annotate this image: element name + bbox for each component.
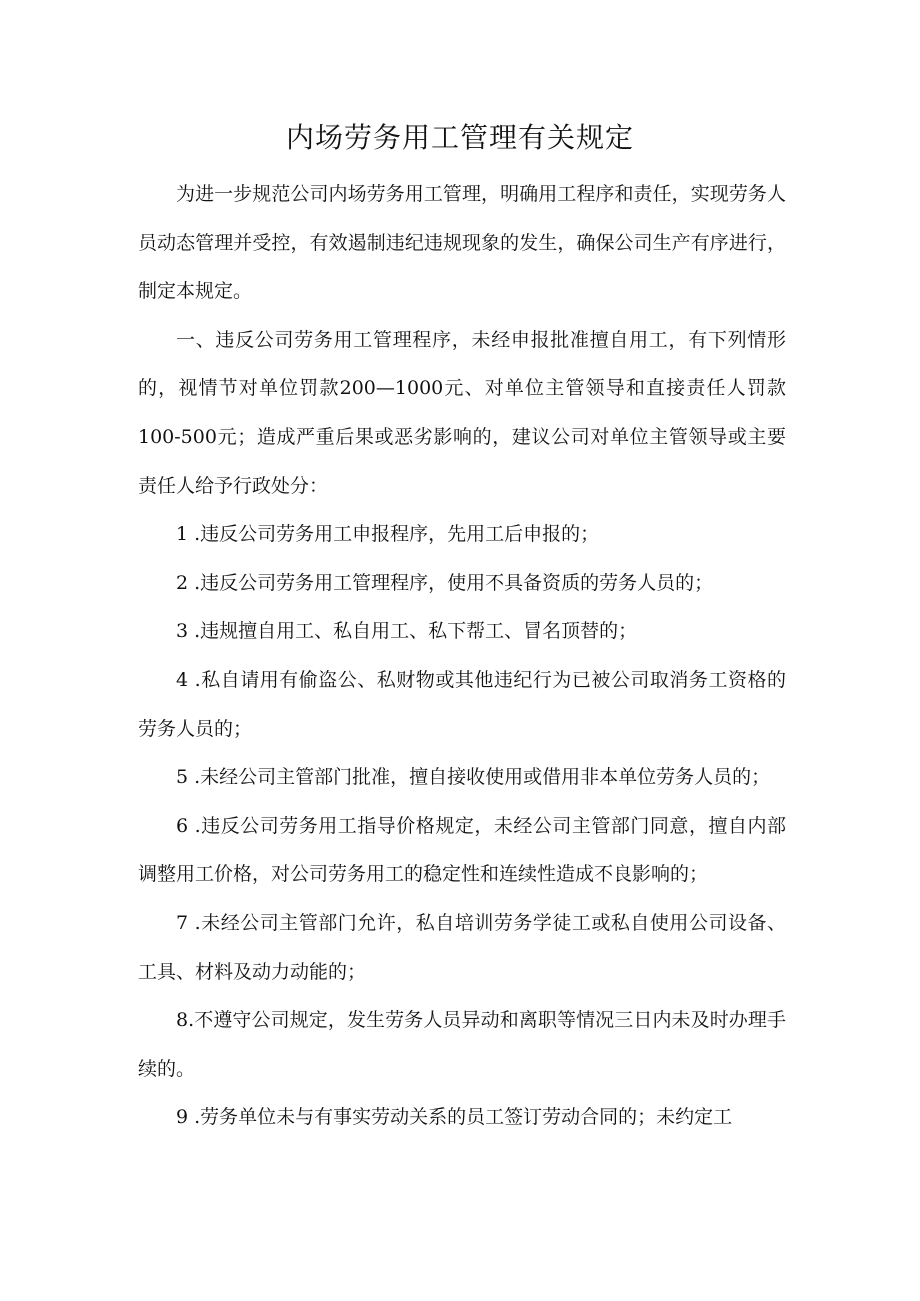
list-item-text: .未经公司主管部门批准，擅自接收使用或借用非本单位劳务人员的； xyxy=(188,766,771,789)
list-item-text: .私自请用有偷盗公、私财物或其他违纪行为已被公司取消务工资格的劳务人员的； xyxy=(138,668,786,740)
list-item-text: .违反公司劳务用工申报程序，先用工后申报的； xyxy=(188,523,600,546)
list-item-number: 1 xyxy=(176,523,189,546)
list-item xyxy=(138,510,786,559)
list-item xyxy=(138,899,786,996)
list-item-text: .不遵守公司规定，发生劳务人员异动和离职等情况三日内未及时办理手续的。 xyxy=(138,1009,786,1080)
list-item-number: 4 xyxy=(176,668,189,691)
list-item-text: .违反公司劳务用工管理程序，使用不具备资质的劳务人员的； xyxy=(188,571,714,594)
list-item-number: 9 xyxy=(176,1106,189,1129)
list-item-number: 7 xyxy=(176,911,189,934)
list-item xyxy=(138,559,786,608)
document-body xyxy=(138,170,786,1142)
list-item xyxy=(138,996,786,1093)
list-item xyxy=(138,656,786,753)
list-item-number: 6 xyxy=(176,814,189,837)
list-item xyxy=(138,607,786,656)
list-item-text: .劳务单位未与有事实劳动关系的员工签订劳动合同的；未约定工 xyxy=(188,1106,733,1129)
list-item-text: .违规擅自用工、私自用工、私下帮工、冒名顶替的； xyxy=(188,620,638,643)
list-item-number: 3 xyxy=(176,620,189,643)
list-item xyxy=(138,753,786,802)
list-item-number: 2 xyxy=(176,571,189,594)
list-item-text: .违反公司劳务用工指导价格规定，未经公司主管部门同意，擅自内部调整用工价格，对公司劳务用工的稳定性和连续性造成不良影响的； xyxy=(138,814,786,886)
section-1-paragraph: 一、违反公司劳务用工管理程序，未经申报批准擅自用工，有下列情形的，视情节对单位罚款200—1000元、对单位主管领导和直接责任人罚款100-500元；造成严重后果或恶劣影响的，建议公司对单位主管领导或主要责任人给予行政处分： xyxy=(138,328,786,497)
list-item xyxy=(138,802,786,899)
document-title: 内场劳务用工管理有关规定 xyxy=(285,121,634,154)
list-item-number: 5 xyxy=(176,766,189,789)
list-item-text: .未经公司主管部门允许，私自培训劳务学徒工或私自使用公司设备、工具、材料及动力动能的； xyxy=(138,911,786,983)
list-item-number: 8 xyxy=(176,1009,189,1032)
intro-paragraph: 为进一步规范公司内场劳务用工管理，明确用工程序和责任，实现劳务人员动态管理并受控，有效遏制违纪违规现象的发生，确保公司生产有序进行，制定本规定。 xyxy=(138,183,786,303)
list-item xyxy=(138,1093,786,1142)
